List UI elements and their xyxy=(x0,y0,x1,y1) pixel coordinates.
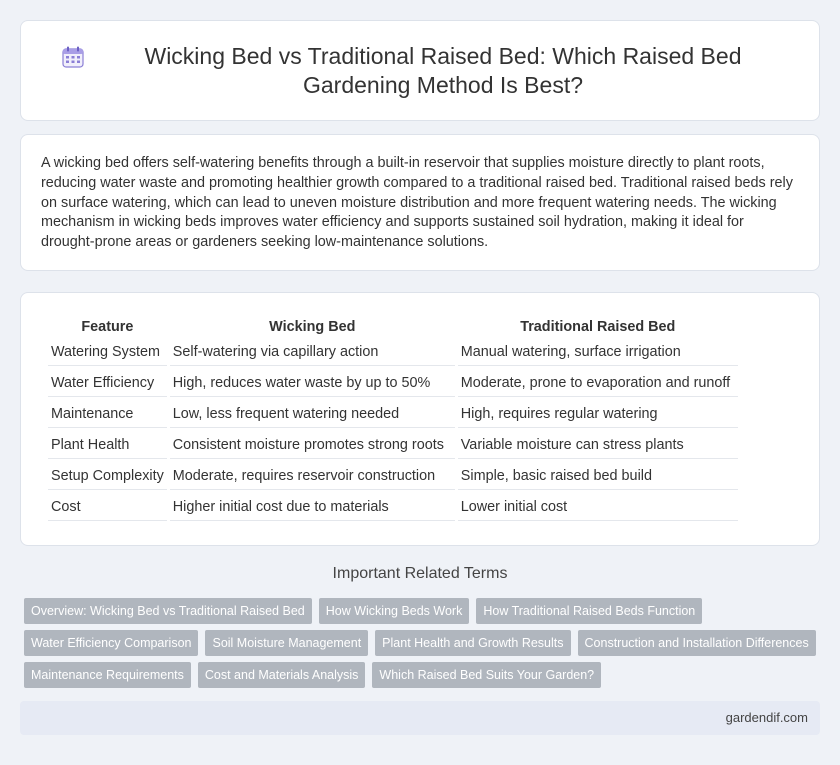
column-header-feature: Feature xyxy=(81,319,134,335)
table-cell: Water Efficiency xyxy=(48,369,167,397)
table-cell: Watering System xyxy=(48,338,167,366)
comparison-table xyxy=(45,315,741,524)
table-cell: High, requires regular watering xyxy=(458,400,738,428)
table-cell: Setup Complexity xyxy=(48,462,167,490)
table-cell: Plant Health xyxy=(48,431,167,459)
tag-link[interactable]: Plant Health and Growth Results xyxy=(375,630,570,656)
tag-link[interactable]: Overview: Wicking Bed vs Traditional Raised Bed xyxy=(24,598,312,624)
column-header-wicking-bed: Wicking Bed xyxy=(269,319,356,335)
table-header-row xyxy=(48,318,738,335)
table-cell: Low, less frequent watering needed xyxy=(170,400,455,428)
table-cell: Simple, basic raised bed build xyxy=(458,462,738,490)
tag-row xyxy=(24,630,824,656)
tag-link[interactable]: How Traditional Raised Beds Function xyxy=(476,598,702,624)
table-cell: Maintenance xyxy=(48,400,167,428)
table-cell: Self-watering via capillary action xyxy=(170,338,455,366)
related-terms-list xyxy=(24,598,824,694)
tag-link[interactable]: Water Efficiency Comparison xyxy=(24,630,198,656)
comparison-card xyxy=(20,292,820,546)
table-cell: Variable moisture can stress plants xyxy=(458,431,738,459)
title-wrap xyxy=(21,42,819,100)
table-row xyxy=(48,462,738,490)
table-cell: High, reduces water waste by up to 50% xyxy=(170,369,455,397)
intro-paragraph: A wicking bed offers self-watering benefits through a built-in reservoir that supplies moisture directly to plant roots, reducing water waste and promoting healthier growth compared to a traditional raised bed. Traditional raised beds rely on surface watering, which can lead to uneven moisture distribution and more frequent watering needs. The wicking mechanism in wicking beds improves water efficiency and supports sustained soil hydration, making it ideal for drought-prone areas or gardeners seeking low-maintenance solutions. xyxy=(41,155,793,251)
tag-link[interactable]: Maintenance Requirements xyxy=(24,662,191,688)
table-cell: Cost xyxy=(48,493,167,521)
tag-row xyxy=(24,598,824,624)
table-row xyxy=(48,369,738,397)
title-card xyxy=(20,20,820,121)
table-row xyxy=(48,431,738,459)
tag-link[interactable]: Cost and Materials Analysis xyxy=(198,662,366,688)
table-cell: Moderate, prone to evaporation and runoff xyxy=(458,369,738,397)
table-cell: Manual watering, surface irrigation xyxy=(458,338,738,366)
table-row xyxy=(48,338,738,366)
tag-link[interactable]: Soil Moisture Management xyxy=(205,630,368,656)
table-cell: Higher initial cost due to materials xyxy=(170,493,455,521)
related-terms-heading: Important Related Terms xyxy=(332,565,508,582)
table-cell: Moderate, requires reservoir construction xyxy=(170,462,455,490)
calendar-icon xyxy=(61,45,85,69)
tag-row xyxy=(24,662,824,688)
table-cell: Lower initial cost xyxy=(458,493,738,521)
table-row xyxy=(48,400,738,428)
table-row xyxy=(48,493,738,521)
tag-link[interactable]: Which Raised Bed Suits Your Garden? xyxy=(372,662,601,688)
tag-link[interactable]: Construction and Installation Differences xyxy=(578,630,816,656)
footer-site-link[interactable]: gardendif.com xyxy=(725,710,808,725)
tag-link[interactable]: How Wicking Beds Work xyxy=(319,598,470,624)
column-header-traditional-raised-bed: Traditional Raised Bed xyxy=(520,319,676,335)
footer xyxy=(20,701,820,735)
intro-card xyxy=(20,134,820,271)
page-title: Wicking Bed vs Traditional Raised Bed: Which Raised Bed Gardening Method Is Best? xyxy=(144,42,742,98)
table-cell: Consistent moisture promotes strong roots xyxy=(170,431,455,459)
